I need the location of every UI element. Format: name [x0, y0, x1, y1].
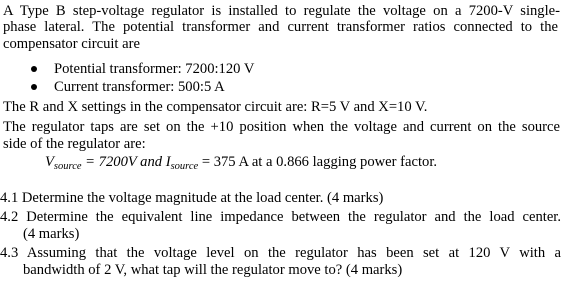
intro-line-1: A Type B step-voltage regulator is installed to regulate the voltage on a 7200-V single-: [3, 3, 560, 19]
current-subscript: source: [170, 161, 199, 172]
question-4-3-line-1: 4.3 Assuming that the voltage level on the regulator has been set at 120 V with a: [0, 245, 561, 261]
bullet-text: Potential transformer: 7200:120 V: [54, 61, 255, 77]
bullet-icon: [31, 66, 37, 72]
intro-line-3: compensator circuit are: [3, 36, 140, 52]
bullet-icon: [31, 84, 37, 90]
settings-line: The R and X settings in the compensator circuit are: R=5 V and X=10 V.: [3, 99, 428, 115]
question-4-2-line-2: (4 marks): [23, 226, 80, 242]
bullet-text: Current transformer: 500:5 A: [54, 79, 225, 95]
current-symbol: I: [165, 154, 171, 170]
question-4-1: 4.1 Determine the voltage magnitude at the load center. (4 marks): [0, 190, 384, 206]
voltage-subscript: source: [53, 161, 82, 172]
voltage-value: = 7200V and: [81, 154, 166, 170]
intro-line-2: phase lateral. The potential transformer and current transformer ratios connected to the: [3, 19, 558, 35]
source-equation: [45, 154, 437, 172]
taps-line-1: The regulator taps are set on the +10 position when the voltage and current on the source: [3, 119, 560, 135]
current-value: = 375 A at a 0.866 lagging power factor.: [198, 154, 438, 170]
question-4-2-line-1: 4.2 Determine the equivalent line impedance between the regulator and the load center.: [0, 209, 561, 225]
taps-line-2: side of the regulator are:: [3, 136, 146, 152]
question-4-3-line-2: bandwidth of 2 V, what tap will the regulator move to? (4 marks): [23, 262, 403, 278]
voltage-symbol: V: [45, 154, 54, 170]
